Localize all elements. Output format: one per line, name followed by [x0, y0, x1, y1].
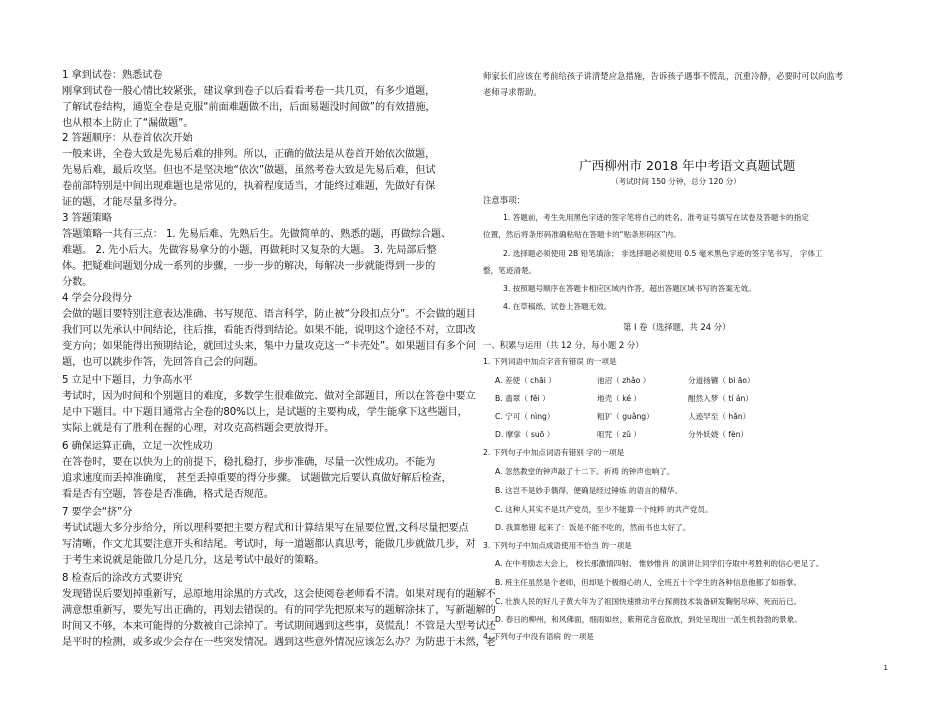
notes-heading: 注意事项：: [483, 195, 525, 205]
intro-line: 师家长们应该在考前给孩子讲清楚应急措施，告诉孩子遇事不慌乱，沉重冷静，必要时可以向监考: [483, 71, 844, 81]
left-text-line: 2 答题顺序：从卷首依次开始: [62, 133, 193, 144]
left-text-line: 时间又不够，本来可能得的分数被自己涂掉了。考试期间遇到这些事，莫慌乱！不管是大型考试还: [62, 621, 496, 632]
option-line: C. 这种人其实不是共产党员，至少不能算一个纯粹 的共产党员。: [495, 505, 713, 514]
left-text-line: 答题策略一共有三点： 1. 先易后难、先熟后生。先做简单的、熟悉的题，再做综合题、: [62, 229, 452, 240]
option-suffix: 、死而后已。: [755, 597, 802, 606]
option-cell: C. 宁可（ nìng）: [495, 412, 555, 421]
left-text-line: 追求速度而丢掉准确度， 甚至丢掉重要的得分步骤。 试题做完后要认真做好解后检查，: [62, 473, 452, 484]
left-text-line: 在答卷时，要在以快为上的前提下，稳扎稳打，步步准确，尽量一次性成功。不能为: [62, 457, 436, 468]
option-line: A. 在中考励志大会上， 校长那激情四射、 惟妙惟肖 的演讲让同学们夺取中考胜利的信心更足了。: [495, 559, 824, 568]
note-line: 1. 答题前，考生先用黑色字迹的签字笔将自己的姓名、准考证号填写在试卷及答题卡的指定: [503, 213, 809, 222]
note-line: 位置，然后将条形码准确粘贴在答题卡的“贴条形码区”内。: [483, 230, 681, 239]
left-text-line: 7 要学会“挤”分: [62, 507, 133, 518]
question-stem: 3. 下列句子中加点成语使用不恰当 的一项是: [483, 541, 632, 550]
left-text-line: 刚拿到试卷一般心情比较紧张，建议拿到卷子以后看看考卷一共几页，有多少道题，: [62, 86, 436, 97]
option-line: C. 壮族人民的好儿子黄大年为了祖国快速推动平台探测技术装备研发鞠躬尽瘁、死而后已。: [495, 597, 802, 606]
left-text-line: 考试试题大多分步给分，所以理科要把主要方程式和计算结果写在显要位置,文科尽量把要点: [62, 523, 469, 534]
left-text-line: 6 确保运算正确，立足一次性成功: [62, 441, 213, 452]
option-suffix: 。: [793, 578, 802, 587]
left-text-line: 3 答题策略: [62, 213, 112, 224]
option-cell: 分外妖娆（ fèn）: [688, 430, 749, 439]
option-line: 4. 下列句子中没有语病 的一项是: [483, 632, 594, 641]
left-text-line: 1 拿到试卷：熟悉试卷: [62, 70, 163, 81]
left-text-line: 会做的题目要特别注意表达准确、书写规范、语言科学，防止被“分段扣点分”。不会做的题目: [62, 309, 476, 320]
option-cell: 地壳（ ké ）: [597, 394, 642, 403]
left-text-line: 变方向；如果能得出预期结论，就回过头来，集中力量攻克这一“卡壳处”。如果题目有多个问: [62, 341, 476, 352]
option-cell: 分道扬镳（ bi āo）: [688, 376, 755, 385]
left-text-line: 是平时的检测，或多或少会存在一些突发情况。遇到这些意外情况应该怎么办？为防患于未然，老: [62, 637, 496, 648]
option-cell: 粗犷（ guǎng）: [597, 412, 654, 421]
option-cell: D. 摩挲（ suō ）: [495, 430, 555, 439]
exam-title: 广西柳州市 2018 年中考语文真题试题: [579, 158, 796, 173]
left-text-line: 看是否有空题，答卷是否准确，格式是否规范。: [62, 489, 274, 500]
option-cell: 咀咒（ zǔ ）: [597, 430, 642, 439]
left-text-line: 8 检查后的涂改方式要讲究: [62, 573, 183, 584]
left-text-line: 写清晰，作文尤其要注意开头和结尾。考试时，每一道题都认真思考，能做几步就做几步，对: [62, 539, 476, 550]
left-text-line: 考试时，因为时间和个别题目的难度，多数学生很难做完、做对全部题目，所以在答卷中要立: [62, 391, 476, 402]
left-text-line: 一般来讲，全卷大致是先易后难的排列。所以，正确的做法是从卷首开始依次做题，: [62, 149, 436, 160]
option-line: D. 春日的柳州，和风佛面，细雨如丝，紫荆花含苞欲放，到处呈现出一派生机勃勃的景象。: [495, 615, 802, 624]
left-text-line: 先易后难，最后攻坚。但也不是坚决地“依次”做题，虽然考卷大致是先易后难，但试: [62, 165, 436, 176]
left-text-line: 卷前部特别是中间出现难题也是常见的，执着程度适当，才能终过难题，先做好有保: [62, 181, 436, 192]
question-stem: 1. 下列词语中加点字音有错误 的一项是: [483, 357, 617, 366]
left-text-line: 题，也可以跳步作答，先回答自己会的问题。: [62, 357, 264, 368]
left-text-line: 5 立足中下题目，力争高水平: [62, 375, 193, 386]
left-text-line: 发现错误后要划掉重新写，忌原地用涂黑的方式改，这会使阅卷老师看不清。如果对现有的题解不: [62, 589, 496, 600]
option-line: B. 这岂不是妙手偶得，便确是经过锤炼 的语言的精华。: [495, 486, 683, 495]
left-text-line: 分数。: [62, 277, 93, 288]
option-cell: 人迹罕至（ hǎn）: [688, 412, 751, 421]
note-line: 2. 选择题必须使用 2B 铅笔填涂； 非选择题必须使用 0.5 毫米黑色字迹的签字笔书写， 字体工: [503, 249, 823, 258]
left-text-line: 了解试卷结构，通览全卷是克服“前面难题做不出，后面易题没时间做”的有效措施，: [62, 102, 436, 113]
left-text-line: 难题。 2. 先小后大。先做容易拿分的小题，再做耗时又复杂的大题。 3. 先局部后整: [62, 245, 437, 256]
left-text-line: 满意想重新写，要先写出正确的，再划去错误的。有的同学先把原来写的题解涂抹了，写新题解的: [62, 605, 496, 616]
option-suffix: ，到处呈现出一派生机勃勃的景象。: [680, 615, 802, 624]
note-line: 3. 按照题号顺序在答题卡相应区域内作答，超出答题区域书写的答案无效。: [503, 284, 756, 293]
option-cell: B. 翡翠（ fěi ）: [495, 394, 550, 403]
page-number: 1: [883, 664, 888, 672]
option-line: A. 忽然教堂的钟声敲了十二下。祈祷 的钟声也响了。: [495, 467, 675, 476]
left-text-line: 我们可以先承认中间结论，往后推，看能否得到结论。如果不能，说明这个途径不对，立即改: [62, 325, 476, 336]
left-text-line: 也从根本上防止了“漏做题”。: [62, 118, 194, 129]
option-line: D. 我算愁错 起来了：饭是不能不吃的，然而书也太好了。: [495, 523, 691, 532]
left-text-line: 4 学会分段得分: [62, 293, 133, 304]
left-text-line: 于考生来说就是能做几分是几分，这是考试中最好的策略。: [62, 555, 325, 566]
section-title: 第 I 卷（选择题，共 24 分）: [623, 322, 731, 332]
left-text-line: 体。把疑难问题划分成一系列的步骤，一步一步的解决，每解决一步就能得到一步的: [62, 261, 436, 272]
left-text-line: 足中下题目。中下题目通常占全卷的80%以上，是试题的主要构成，学生能拿下这些题目，: [62, 407, 468, 418]
note-line: 整，笔迹清楚。: [483, 266, 537, 275]
left-text-line: 实际上就是有了胜利在握的心理，对攻克高档题会更放得开。: [62, 423, 335, 434]
intro-line: 老师寻求帮助。: [483, 87, 542, 97]
part-heading: 一、积累与运用（共 12 分，每小题 2 分）: [483, 340, 644, 350]
left-text-line: 证的题，才能尽量多得分。: [62, 197, 184, 208]
option-line: B. 班主任虽然是个老师，但却是个极细心的人，全班五十个学生的各种信息他都了如指掌。: [495, 578, 802, 587]
option-cell: 酣然入梦（ tí án）: [688, 394, 753, 403]
question-stem: 2. 下列句子中加点词语有错别 字的一项是: [483, 448, 625, 457]
option-cell: 池沼（ zhǎo ）: [597, 376, 651, 385]
option-cell: A. 差使（ chāi ）: [495, 376, 556, 385]
exam-subtitle: （考试时间 150 分钟，总分 120 分）: [611, 177, 741, 186]
note-line: 4. 在草稿纸、试卷上答题无效。: [503, 302, 612, 311]
